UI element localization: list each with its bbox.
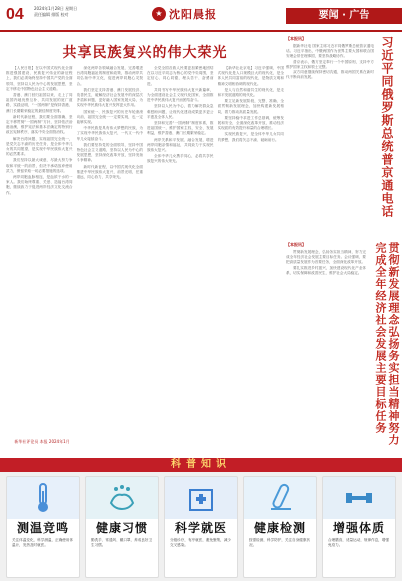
article-col1-paragraph: 香港、澳门回归祖国以来，走上了同祖国内地优势互补、共同发展的宽广道路，实践证明，“一国两制”是保持香港、澳门长期繁荣稳定的最佳制度安排。 <box>6 93 73 113</box>
science-card <box>6 476 80 578</box>
article-title: 共享民族复兴的伟大荣光 <box>62 45 228 61</box>
hospital-icon <box>165 477 237 519</box>
right-news-1-paragraph: 双方同意继续保持密切沟通，推动两国关系在新时代不断向前发展。 <box>286 70 374 80</box>
main-article <box>6 36 284 454</box>
article-col3-paragraph: 共同书写中华民族伟大复兴新篇章，为全面建设社会主义现代化国家、全面推进中华民族伟大复兴而团结奋斗。 <box>147 87 214 103</box>
article-col4-paragraph: 是人与自然和谐共生的现代化，是走和平发展道路的现代化。 <box>217 87 284 98</box>
right-news-1 <box>286 36 374 236</box>
article-col4-paragraph: 【新华社北京电】习近平强调，中国式现代化是人口规模巨大的现代化，是全体人民共同富裕的现代化，是物质文明和精神文明相协调的现代化。 <box>217 66 284 86</box>
article-col2-paragraph: 我们要坚持党的全面领导，坚持中国特色社会主义道路，坚持以人民为中心的发展思想，坚持深化改革开放，坚持发扬斗争精神。 <box>76 142 143 163</box>
right-vertical-title-2: 贯彻新发展理念弘扬务实担当精神努力完成全年经济社会发展主要目标任务 <box>374 242 400 446</box>
article-col2-paragraph: 新时代新征程，以中国式现代化全面推进中华民族伟大复兴，前景光明，任重道远，同心协力，共享荣光。 <box>76 164 143 180</box>
right-column <box>286 36 400 454</box>
section-label: 要闻 · 广告 <box>286 8 402 24</box>
science-card <box>243 476 317 578</box>
page-number: 04 <box>6 6 24 23</box>
science-card-text: 勤洗手、常通风、戴口罩，养成良好卫生习惯。 <box>91 538 153 547</box>
article-col1-paragraph: 新时代新征程，我们要全面准确、坚定不移贯彻“一国两制”方针，坚持依法治港治澳，维护宪法和基本法确定的特别行政区宪制秩序，落实中央全面管治权。 <box>6 114 73 135</box>
article-col4-paragraph: 要立足新发展阶段，完整、准确、全面贯彻新发展理念，加快构建新发展格局，着力推动高质量发展。 <box>217 99 284 114</box>
article-col1-paragraph: 我们坚持以最大诚意、尽最大努力争取和平统一的前景，但决不承诺放弃使用武力，保留采取一切必要措施的选项。 <box>6 158 73 173</box>
article-col3-paragraph: 全党全国各族人民要更加紧密地团结在以习近平同志为核心的党中央周围，坚定信心、同心同德，埋头苦干、奋勇前进。 <box>147 66 214 86</box>
right-news-2-paragraph: 贯彻新发展理念，弘扬务实担当精神，努力完成全年经济社会发展主要目标任务。会议强调，要把高质量发展作为首要任务，全面深化改革开放。 <box>286 250 366 265</box>
article-col3-paragraph: 全体中华儿女携手同心，必将共享民族复兴的伟大荣光。 <box>147 154 214 164</box>
page-editors: 责任编辑 排版 校对 <box>34 12 69 17</box>
page-meta <box>34 6 77 18</box>
article-col2-paragraph: 中华民族是具有伟大梦想的民族，为了实现中华民族伟大复兴，一代又一代中华儿女接续奋斗。 <box>76 126 143 141</box>
article-col2-paragraph: 我们坚定支持香港、澳门发展经济、改善民生，破解经济社会发展中的深层次矛盾和问题，更好融入国家发展大局，为实现中华民族伟大复兴发挥更大作用。 <box>76 87 143 108</box>
logo-icon: ★ <box>152 7 166 21</box>
right-news-2-paragraph: 要扎实推进乡村振兴，加快建设现代化产业体系，切实保障和改善民生，维护社会大局稳定。 <box>286 265 366 275</box>
article-col1-paragraph: 两岸同胞血脉相连，是血浓于水的一家人。我们始终尊重、关爱、造福台湾同胞，继续致力于促进两岸经济文化交流合作。 <box>6 175 73 195</box>
article-columns <box>6 66 284 444</box>
science-section <box>0 458 402 581</box>
science-card-title: 健康习惯 <box>95 521 148 535</box>
right-vertical-title-1: 习近平同俄罗斯总统普京通电话 <box>380 36 394 218</box>
article-col4-paragraph: 要坚持稳中求进工作总基调，统筹发展和安全，全面深化改革开放，推动经济实现质的有效提升和量的合理增长。 <box>217 115 284 131</box>
science-card <box>322 476 396 578</box>
science-card-title: 健康检测 <box>253 521 306 535</box>
handwash-icon <box>86 477 158 519</box>
science-card <box>164 476 238 578</box>
science-card <box>85 476 159 578</box>
article-col-4 <box>218 66 285 444</box>
right-news-1-paragraph: 普京表示，俄方坚定奉行一个中国原则，支持中方维护国家主权和领土完整。 <box>286 59 374 69</box>
right-subhead-1: 【本报讯】 <box>286 36 306 41</box>
article-signature: 新华社评论员 本报 2024年1月 <box>14 439 70 444</box>
science-banner-title: 科普知识 <box>171 459 231 470</box>
science-card-title: 科学就医 <box>174 521 227 535</box>
right-news-1-paragraph: 据新华社电 国家主席习近平同俄罗斯总统普京通电话。习近平指出，中俄两国作为世界主要大国和联合国安理会常任理事国，要坚持战略协作。 <box>286 44 374 59</box>
article-col4-paragraph: 实现民族复兴，是全体中华儿女共同的梦想，我们将矢志不渝、砥砺前行。 <box>217 132 284 142</box>
right-subhead-2: 【本报讯】 <box>286 242 306 247</box>
dumbbell-icon <box>323 477 395 519</box>
science-card-text: 关注体温变化，科学测温，正确使用体温计，发热及时就医。 <box>12 538 74 547</box>
article-col3-paragraph: 坚持以人民为中心，着力解决群众急难愁盼问题，让现代化建设成果更多更公平惠及全体人民。 <box>147 104 214 119</box>
thermometer-icon <box>7 477 79 519</box>
masthead-logo <box>152 5 217 22</box>
page-date: 2024年1月28日 星期日 <box>34 6 78 11</box>
science-card-text: 按需检测，科学防护，关注自身健康状况。 <box>249 538 311 547</box>
article-col-3 <box>147 66 214 444</box>
right-news-2 <box>286 242 366 454</box>
article-col1-paragraph: 【人民日报】在以中国式现代化全面推进强国建设、民族复兴伟业的新征程上，我们必须始终坚持中国共产党的全面领导，坚持以人民为中心的发展思想，坚定不移走中国特色社会主义道路。 <box>6 66 73 91</box>
logo-text: 沈阳晨报 <box>169 7 217 21</box>
science-card-title: 增强体质 <box>332 521 385 535</box>
article-col3-paragraph: 两岸关系和平发展、融合发展，增进两岸同胞亲情和福祉，共同致力于实现民族伟大复兴。 <box>147 137 214 153</box>
science-card-text: 合理膳食，适量运动，规律作息，增强免疫力。 <box>328 538 390 547</box>
article-col2-paragraph: 深化两岸各领域融合发展，完善增进台湾同胞福祉的制度和政策，推动两岸共同弘扬中华文化，促进两岸同胞心灵契合。 <box>76 66 143 86</box>
science-card-text: 分级诊疗，有序就医，避免聚集，减少交叉感染。 <box>170 538 232 547</box>
article-col-1 <box>6 66 73 444</box>
article-col-2 <box>77 66 144 444</box>
page-header <box>0 0 402 32</box>
article-col3-paragraph: 坚持和完善“一国两制”制度体系，推进祖国统一，维护国家主权、安全、发展利益，维护香港、澳门长期繁荣稳定。 <box>147 121 214 136</box>
article-col2-paragraph: 国家统一、民族复兴的历史车轮滚滚向前，祖国完全统一一定要实现，也一定能够实现。 <box>76 109 143 125</box>
article-col1-paragraph: 解决台湾问题、实现祖国完全统一，是党矢志不渝的历史任务，是全体中华儿女的共同愿望，是实现中华民族伟大复兴的必然要求。 <box>6 136 73 157</box>
science-card-title: 测温竞鸣 <box>16 521 69 535</box>
test-tube-icon <box>244 477 316 519</box>
